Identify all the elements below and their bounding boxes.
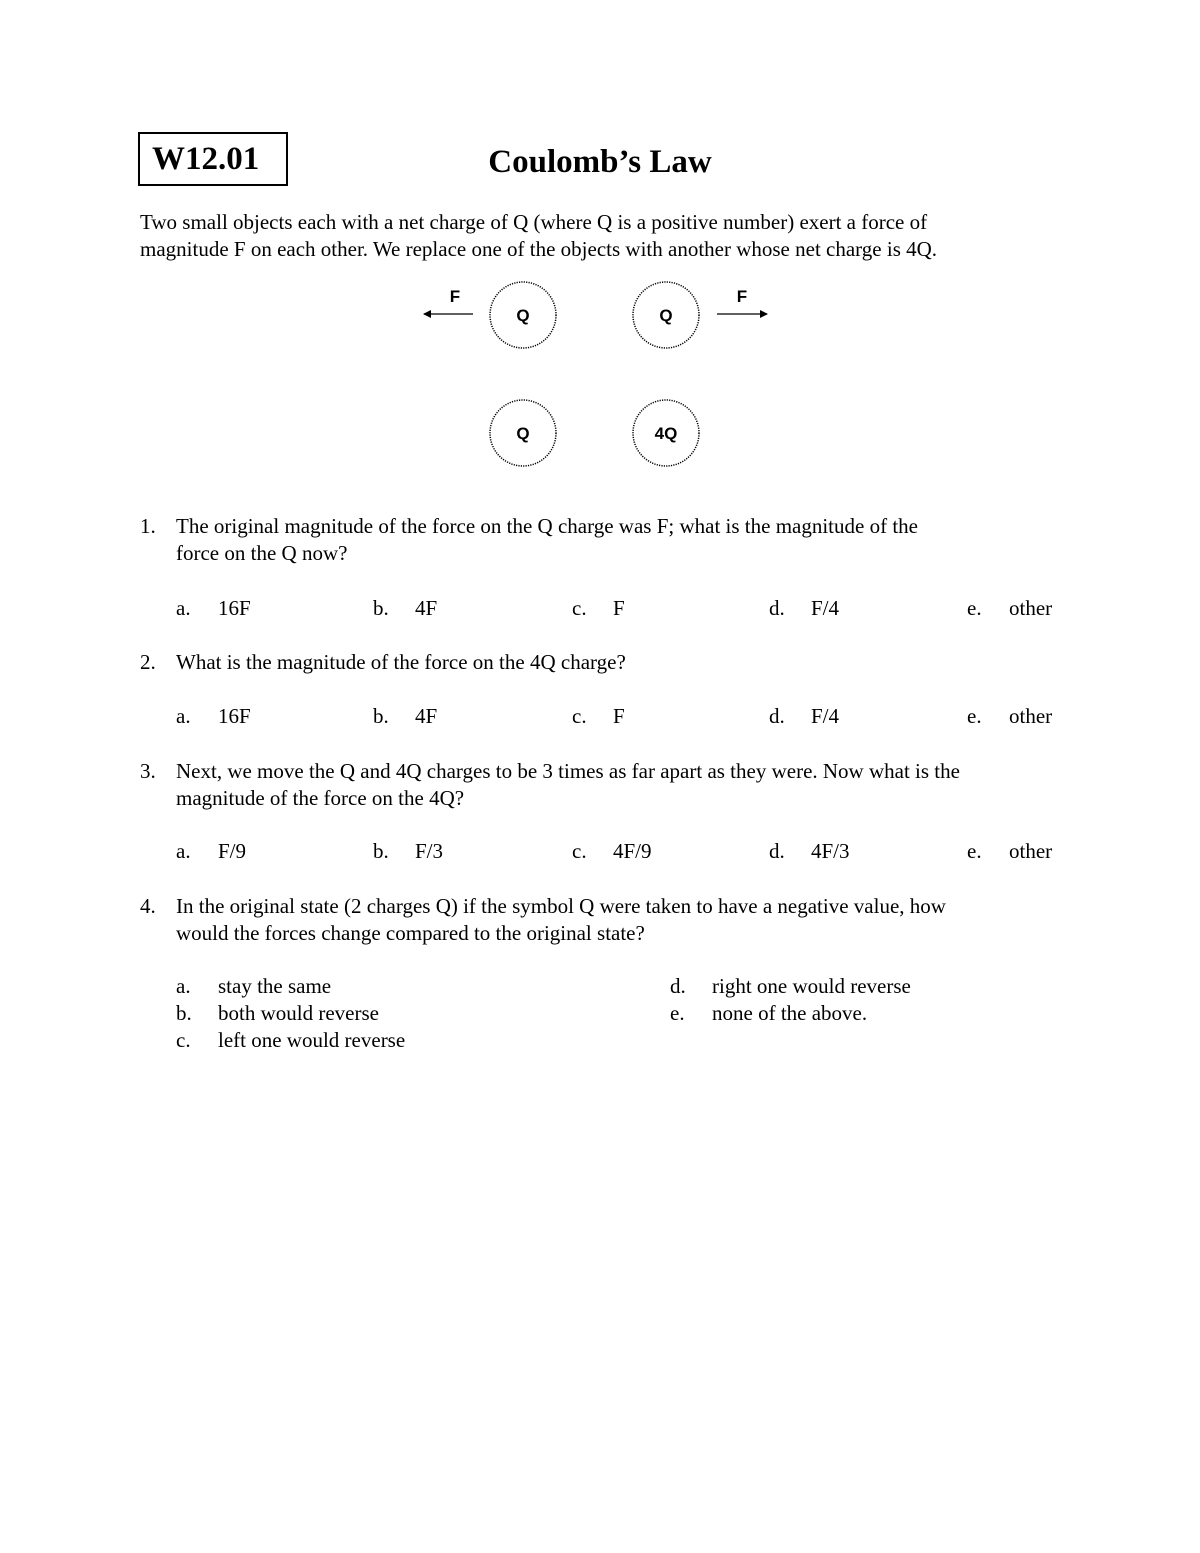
option-letter: d. bbox=[769, 704, 785, 728]
option-text: left one would reverse bbox=[218, 1028, 406, 1052]
charge-label-top-right: Q bbox=[659, 306, 673, 325]
charge-diagram bbox=[400, 270, 800, 480]
right-force-label: F bbox=[736, 287, 748, 306]
option-letter: e. bbox=[967, 839, 982, 863]
question-text bbox=[176, 758, 1076, 812]
option-text: F bbox=[613, 704, 625, 728]
option-text: other bbox=[1009, 704, 1053, 728]
question-line: force on the Q now? bbox=[176, 541, 348, 565]
option-text: 4F/9 bbox=[613, 839, 652, 863]
question-text bbox=[176, 893, 1076, 947]
question-line: In the original state (2 charges Q) if the symbol Q were taken to have a negative value, how bbox=[176, 894, 946, 918]
option-letter: b. bbox=[373, 704, 389, 728]
option-text: 4F bbox=[415, 596, 438, 620]
option-letter: e. bbox=[670, 1001, 685, 1025]
worksheet-code: W12.01 bbox=[138, 132, 288, 186]
option-letter: a. bbox=[176, 596, 191, 620]
charge-label-bottom-right: 4Q bbox=[654, 424, 678, 443]
charge-label-bottom-left: Q bbox=[516, 424, 530, 443]
option-text: 16F bbox=[218, 704, 251, 728]
option-text: right one would reverse bbox=[712, 974, 911, 998]
option-text: other bbox=[1009, 596, 1053, 620]
left-force-label: F bbox=[449, 287, 461, 306]
page-title: Coulomb’s Law bbox=[488, 144, 712, 180]
option-letter: a. bbox=[176, 839, 191, 863]
option-letter: e. bbox=[967, 704, 982, 728]
option-text: F/4 bbox=[811, 704, 840, 728]
option-letter: a. bbox=[176, 974, 191, 998]
question-line: Next, we move the Q and 4Q charges to be 3 times as far apart as they were. Now what is the bbox=[176, 759, 960, 783]
option-text: F bbox=[613, 596, 625, 620]
question-line: What is the magnitude of the force on the 4Q charge? bbox=[176, 650, 626, 674]
option-text: F/4 bbox=[811, 596, 840, 620]
option-letter: b. bbox=[176, 1001, 192, 1025]
option-letter: c. bbox=[572, 839, 587, 863]
option-text: 16F bbox=[218, 596, 251, 620]
option-letter: c. bbox=[176, 1028, 191, 1052]
option-text: 4F bbox=[415, 704, 438, 728]
option-text: 4F/3 bbox=[811, 839, 850, 863]
option-text: other bbox=[1009, 839, 1053, 863]
option-letter: b. bbox=[373, 839, 389, 863]
option-text: both would reverse bbox=[218, 1001, 379, 1025]
option-text: F/9 bbox=[218, 839, 247, 863]
option-letter: c. bbox=[572, 704, 587, 728]
question-line: The original magnitude of the force on the Q charge was F; what is the magnitude of the bbox=[176, 514, 918, 538]
question-number: 2. bbox=[140, 650, 156, 674]
option-text: none of the above. bbox=[712, 1001, 868, 1025]
question-text bbox=[176, 513, 1076, 567]
question-text bbox=[176, 649, 1076, 676]
option-letter: d. bbox=[769, 596, 785, 620]
question-line: would the forces change compared to the original state? bbox=[176, 921, 645, 945]
question-number: 4. bbox=[140, 894, 156, 918]
charge-label-top-left: Q bbox=[516, 306, 530, 325]
option-letter: d. bbox=[670, 974, 686, 998]
option-letter: b. bbox=[373, 596, 389, 620]
intro-paragraph bbox=[140, 209, 1080, 263]
option-text: F/3 bbox=[415, 839, 444, 863]
option-letter: e. bbox=[967, 596, 982, 620]
intro-line: magnitude F on each other. We replace one of the objects with another whose net charge is 4Q. bbox=[140, 237, 938, 261]
intro-line: Two small objects each with a net charge of Q (where Q is a positive number) exert a force of bbox=[140, 210, 928, 234]
option-letter: a. bbox=[176, 704, 191, 728]
option-text: stay the same bbox=[218, 974, 332, 998]
option-letter: c. bbox=[572, 596, 587, 620]
question-number: 1. bbox=[140, 514, 156, 538]
option-letter: d. bbox=[769, 839, 785, 863]
question-number: 3. bbox=[140, 759, 156, 783]
question-line: magnitude of the force on the 4Q? bbox=[176, 786, 465, 810]
